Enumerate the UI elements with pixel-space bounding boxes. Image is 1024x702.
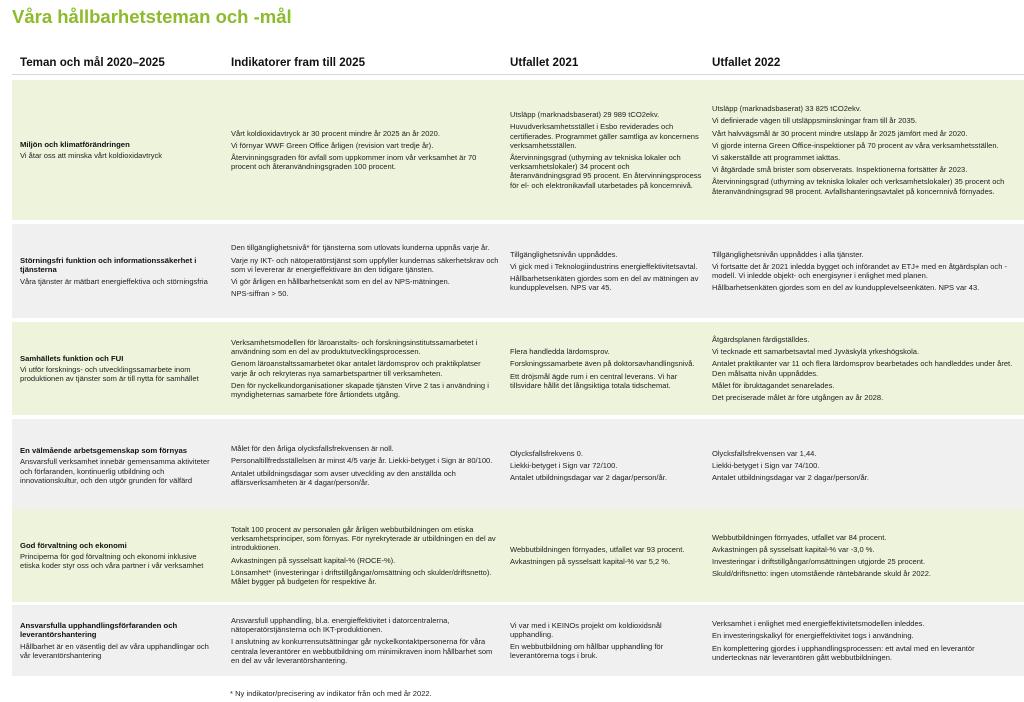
result-2021-text: Vi gick med i Teknologiindustrins energieffektivitetsavtal. (510, 261, 698, 271)
result-2022-text: Hållbarhetsenkäten gjordes som en del av kundupplevelseenkäten. NPS var 43. (712, 283, 980, 293)
result-2022-cell (712, 224, 1017, 318)
result-2022-text: Vi gjorde interna Green Office-inspektioner på 70 procent av våra verksamhetsställen. (712, 140, 999, 150)
indicator-text: Genom läroanstaltssamarbetet ökar antalet lärdomsprov och praktikplatser varje år och rekryteras nya samarbetspartner till verksamheten. (231, 359, 481, 378)
indicator-text: Avkastningen på sysselsatt kapital-% (ROCE-%). (231, 555, 396, 565)
result-2021-text: Webbutbildningen förnyades, utfallet var 93 procent. (510, 544, 685, 554)
result-2022-text: Vårt halvvägsmål är 30 procent mindre utsläpp år 2025 jämfört med år 2020. (712, 128, 968, 138)
result-2021-text: Återvinningsgrad (uthyrning av tekniska lokaler och verksamhetslokaler) 34 procent och återanvändningsgrad 95 procent. En återvinningsprocess för el- och elektronikavfall utarbetades på koncernnivå. (510, 153, 702, 190)
result-2021-text: Hållbarhetsenkäten gjordes som en del av mätningen av kundupplevelsen. NPS var 45. (510, 274, 699, 293)
result-2022-text: Vi tecknade ett samarbetsavtal med Jyväskylä yrkeshögskola. (712, 347, 920, 357)
result-2021-cell (510, 509, 702, 602)
indicator-text: Verksamhetsmodellen för läroanstalts- och forskningsinstitutssamarbetet i användning som en del av produktutvecklingsprocessen. (231, 337, 478, 357)
result-2022-text: Vi definierade vägen till utsläppsminskningar fram till år 2035. (712, 116, 917, 126)
theme-goal: Vi utför forsknings- och utvecklingssamarbete inom produktionen av tjänster som är till nytta för samhället (20, 364, 199, 384)
result-2022-cell (712, 605, 1017, 676)
indicator-text: Vi gör årligen en hållbarhetsenkät som en del av NPS-mätningen. (231, 277, 450, 287)
result-2021-text: Liekki-betyget i Sign var 72/100. (510, 460, 618, 470)
result-2022-text: Det preciserade målet är före utgången av år 2028. (712, 392, 884, 402)
indicator-text: Målet för den årliga olycksfallsfrekvensen är noll. (231, 444, 394, 454)
theme-title: Samhällets funktion och FUI (20, 353, 124, 363)
theme-cell (20, 322, 214, 415)
result-2022-text: Antalet utbildningsdagar var 2 dagar/person/år. (712, 473, 869, 483)
indicator-text: Återvinningsgraden för avfall som uppkommer inom vår verksamhet är 70 procent och återanvändningsgraden 100 procent. (231, 153, 477, 172)
result-2021-cell (510, 419, 702, 512)
result-2021-cell (510, 322, 702, 415)
result-2022-text: Investeringar i driftstillgångar/omsättningen utgjorde 25 procent. (712, 557, 926, 566)
result-2021-text: Antalet utbildningsdagar var 2 dagar/person/år. (510, 473, 667, 483)
table-row (12, 605, 1024, 676)
table-row (12, 322, 1024, 415)
result-2022-text: En investeringskalkyl för energieffektivitet togs i användning. (712, 631, 914, 641)
indicators-cell (231, 509, 499, 602)
indicators-cell (231, 80, 499, 220)
theme-goal: Våra tjänster är mätbart energieffektiva och störningsfria (20, 276, 208, 286)
result-2022-text: Antalet praktikanter var 11 och flera lärdomsprov bearbetades och handleddes under året. Den målsatta nivån uppnåddes. (712, 359, 1013, 378)
result-2022-cell (712, 80, 1017, 220)
header-indicators: Indikatorer fram till 2025 (231, 56, 366, 69)
result-2022-text: Återvinningsgrad (uthyrning av tekniska lokaler och verksamhetslokaler) 35 procent och återanvändningsgrad 98 procent. Avfallshanteringsavtalet på koncernnivå förnyades. (712, 177, 1005, 196)
indicator-text: Totalt 100 procent av personalen går årligen webbutbildningen om etiska verksamhetsprinciper, som förnyas. För nyrekryterade är utbildningen en del av introduktionen. (231, 524, 496, 553)
result-2022-text: Vi fortsatte det år 2021 inledda bygget och införandet av ETJ+ med en åtgärdsplan och -modell. Vi inledde objekt- och energisyner i enlighet med planen. (712, 261, 1008, 280)
indicators-cell (231, 419, 499, 512)
theme-goal: Ansvarsfull verksamhet innebär gemensamma aktiviteter och förfaranden, kontinuerlig utbildning och innovationskultur, och den utgör grunden för välfärd (20, 457, 210, 485)
indicator-text: Den för nyckelkundorganisationer skapade tjänsten Virve 2 tas i användning i myndigheternas samarbete före årtiondets utgång. (231, 380, 489, 399)
indicator-text: Antalet utbildningsdagar som avser utveckling av den anställda och affärsverksamheten är 4 dagar/person/år. (231, 468, 456, 487)
indicator-text: I anslutning av konkurrensutsättningar går nyckelkontaktpersonerna för våra centrala leverantörer en webbutbildning om minimikraven inom hållbarhet som en del av vår leverantörshantering. (231, 637, 493, 665)
result-2022-text: Olycksfallsfrekvensen var 1,44. (712, 448, 817, 458)
result-2021-text: Flera handledda lärdomsprov. (510, 347, 610, 357)
indicator-text: Vårt koldioxidavtryck är 30 procent mindre år 2025 än år 2020. (231, 128, 440, 138)
result-2021-text: En webbutbildning om hållbar upphandling för leverantörerna togs i bruk. (510, 642, 664, 661)
theme-cell (20, 419, 214, 512)
result-2021-text: Forskningssamarbete även på doktorsavhandlingsnivå. (510, 359, 695, 369)
indicator-text: Lönsamhet* (investeringar i driftstillgångar/omsättning och skulder/driftsnetto). Målet bygger på budgeten för respektive år. (231, 567, 492, 586)
result-2021-cell (510, 224, 702, 318)
result-2021-text: Ett dröjsmål ägde rum i en central leverans. Vi har tillsvidare hållit det långsiktiga totala tidschemat. (510, 371, 678, 390)
theme-title: Ansvarsfulla upphandlingsförfaranden och leverantörshantering (20, 621, 178, 640)
result-2021-cell (510, 80, 702, 220)
footnote: * Ny indikator/precisering av indikator från och med år 2022. (230, 689, 432, 698)
result-2022-text: Målet för ibruktagandet senarelades. (712, 380, 835, 390)
result-2021-text: Avkastningen på sysselsatt kapital-% var 5,2 %. (510, 557, 671, 566)
theme-goal: Principerna för god förvaltning och ekonomi inklusive etiska koder styr oss och våra partner i vår verksamhet (20, 551, 204, 571)
header-result-2021: Utfallet 2021 (510, 56, 579, 69)
result-2022-text: En komplettering gjordes i upphandlingsprocessen: ett avtal med en leverantör undertecknas när leverantören gått webbutbildningen. (712, 643, 975, 662)
indicator-text: NPS-siffran > 50. (231, 289, 289, 299)
result-2022-text: Verksamhet i enlighet med energieffektivitetsmodellen inleddes. (712, 619, 925, 629)
result-2022-text: Tillgänglighetsnivån uppnåddes i alla tjänster. (712, 249, 864, 259)
theme-cell (20, 224, 214, 318)
result-2021-text: Utsläpp (marknadsbaserat) 29 989 tCO2ekv. (510, 110, 660, 120)
indicator-text: Vi förnyar WWF Green Office årligen (revision vart tredje år). (231, 140, 434, 150)
indicators-cell (231, 322, 499, 415)
result-2021-text: Vi var med i KEINOs projekt om koldioxidsnål upphandling. (510, 620, 662, 639)
result-2022-cell (712, 509, 1017, 602)
indicators-cell (231, 224, 499, 318)
indicators-cell (231, 605, 499, 676)
result-2022-text: Utsläpp (marknadsbaserat) 33 825 tCO2ekv. (712, 104, 862, 114)
theme-cell (20, 80, 214, 220)
indicator-text: Den tillgänglighetsnivå* för tjänsterna som utlovats kunderna uppnås varje år. (231, 243, 490, 253)
result-2021-text: Tillgänglighetsnivån uppnåddes. (510, 249, 618, 259)
indicator-text: Personaltillfredsställelsen är minst 4/5 varje år. Liekki-betyget i Sign är 80/100. (231, 456, 493, 466)
header-divider (12, 74, 1024, 75)
result-2022-text: Liekki-betyget i Sign var 74/100. (712, 460, 820, 470)
theme-title: Miljön och klimatförändringen (20, 139, 130, 149)
result-2022-text: Webbutbildningen förnyades, utfallet var 84 procent. (712, 532, 887, 542)
theme-goal: Hållbarhet är en väsentlig del av våra upphandlingar och vår leverantörshantering (20, 641, 209, 660)
result-2021-text: Olycksfallsfrekvens 0. (510, 448, 583, 458)
result-2022-text: Vi säkerställde att programmet iakttas. (712, 153, 841, 162)
theme-title: Störningsfri funktion och informationssäkerhet i tjänsterna (20, 256, 197, 275)
result-2021-cell (510, 605, 702, 676)
indicator-text: Ansvarsfull upphandling, bl.a. energieffektivitet i datorcentralerna, nätoperatörstjänsterna och IKT-produktionen. (231, 615, 450, 635)
table-header (12, 56, 1024, 72)
result-2022-text: Vi åtgärdade små brister som observerats. Inspektionerna fortsätter år 2023. (712, 165, 968, 175)
result-2022-text: Skuld/driftsnetto: ingen utomstående räntebärande skuld år 2022. (712, 569, 932, 579)
header-themes: Teman och mål 2020–2025 (20, 56, 165, 69)
theme-goal: Vi åtar oss att minska vårt koldioxidavtryck (20, 151, 163, 161)
result-2022-cell (712, 419, 1017, 512)
theme-cell (20, 605, 214, 676)
header-result-2022: Utfallet 2022 (712, 56, 781, 69)
result-2022-text: Avkastningen på sysselsatt kapital-% var -3,0 %. (712, 544, 875, 554)
theme-title: En välmående arbetsgemenskap som förnyas (20, 446, 188, 456)
result-2021-text: Huvudverksamhetsstället i Esbo reviderades och certifierades. Programmet gäller samtliga av koncernens verksamhetsställen. (510, 122, 699, 150)
result-2022-text: Åtgärdsplanen färdigställdes. (712, 334, 810, 344)
page-title: Våra hållbarhetsteman och -mål (12, 6, 292, 27)
table-row (12, 419, 1024, 512)
theme-cell (20, 509, 214, 602)
table-row (12, 224, 1024, 318)
table-row (12, 509, 1024, 602)
theme-title: God förvaltning och ekonomi (20, 540, 127, 550)
indicator-text: Varje ny IKT- och nätoperatörstjänst som uppfyller kundernas säkerhetskrav och som vi levererar är energieffektivare än den tidigare tjänsten. (231, 255, 499, 274)
table-row (12, 80, 1024, 220)
result-2022-cell (712, 322, 1017, 415)
